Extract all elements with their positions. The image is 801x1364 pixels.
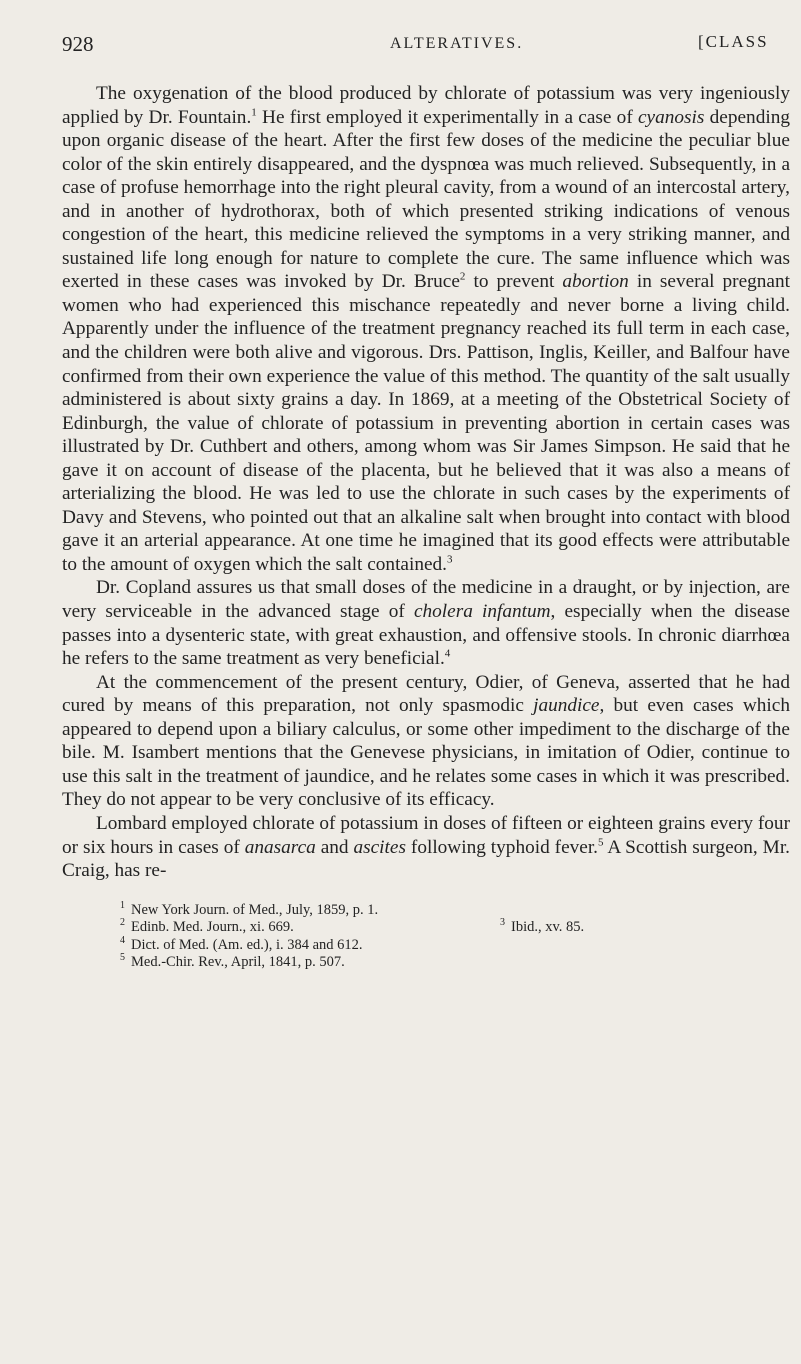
running-title: ALTERATIVES. <box>390 35 524 52</box>
footnote-text: Ibid., xv. 85. <box>511 919 585 936</box>
italic-term: ascites <box>353 836 406 858</box>
footnote-ref: 4 <box>444 647 451 660</box>
footnote-text: Edinb. Med. Journ., xi. 669. <box>131 919 294 936</box>
text-run: Dr. Copland assures us that small doses of the medicine in a draught, or by injection, are very serviceable in the advanced stage of <box>62 577 790 623</box>
text-run: He first employed it experimentally in a case of <box>256 106 638 128</box>
italic-term: jaundice <box>533 695 600 717</box>
footnote-number: 3 <box>500 917 505 929</box>
text-run: The oxygenation of the blood produced by chlorate of potassium was very ingeniously applied by Dr. Fountain. <box>62 83 790 128</box>
text-run: At the commencement of the present century, Odier, of Geneva, asserted that he had cured by means of this preparation, not only spasmodic <box>62 671 790 717</box>
footnote-text: Dict. of Med. (Am. ed.), i. 384 and 612. <box>131 936 363 953</box>
text-run: , especially when the disease passes into a dysenteric state, with great exhaustion, and offensive stools. In chronic diarrhœa he refers to the same treatment as very beneficial. <box>62 601 790 670</box>
text-run: , but even cases which appeared to depend upon a biliary calculus, or some other impediment to the discharge of the bile. M. Isambert mentions that the Genevese physicians, in imitation of Odier, continue to use this salt in the treatment of jaundice, and he relates some cases in which it was prescribed. They do not appear to be very conclusive of its efficacy. <box>62 695 790 811</box>
footnote-ref: 1 <box>251 106 257 119</box>
footnote-ref: 3 <box>447 553 453 566</box>
footnote-text: Med.-Chir. Rev., April, 1841, p. 507. <box>131 954 345 971</box>
paragraph <box>62 576 790 670</box>
text-run: depending upon organic disease of the heart. After the first few doses of the medicine the peculiar blue color of the skin entirely disappeared, and the dyspnœa was much relieved. Subsequently, in a case of profuse hemorrhage into the right pleural cavity, from a wound of an intercostal artery, and in another of hydrothorax, both of which presented striking indications of venous congestion of the heart, this medicine relieved the symptoms in a very striking manner, and sustained life long enough for nature to complete the cure. The same influence which was exerted in these cases was invoked by Dr. Bruce <box>62 106 790 293</box>
italic-term: cyanosis <box>638 106 705 128</box>
footnote-text: New York Journ. of Med., July, 1859, p. 1. <box>131 901 379 918</box>
italic-term: cholera infantum <box>413 601 551 623</box>
footnotes <box>120 897 740 971</box>
page-header <box>62 28 790 64</box>
text-run: to prevent <box>465 271 563 293</box>
section-label: [CLASS <box>698 32 769 51</box>
italic-term: anasarca <box>244 836 316 858</box>
paragraph <box>62 812 790 883</box>
paragraph <box>62 82 790 576</box>
text-run: in several pregnant women who had experienced this mischance repeatedly and never borne a living child. Apparently under the influence of the treatment pregnancy reached its full term in each case, and the children were both alive and vigorous. Drs. Pattison, Inglis, Keiller, and Balfour have confirmed from their own experience the value of this method. The quantity of the salt usually administered is about sixty grains a day. In 1869, at a meeting of the Obstetrical Society of Edinburgh, the value of chlorate of potassium in preventing abortion in certain cases was illustrated by Dr. Cuthbert and others, among whom was Sir James Simpson. He said that he gave it on account of disease of the placenta, but he believed that it was also a means of arterializing the blood. He was led to use the chlorate in such cases by the experiments of Davy and Stevens, who pointed out that an alkaline salt when brought into contact with blood gave it an arterial appearance. At one time he imagined that its good effects were attributable to the amount of oxygen which the salt contained. <box>62 271 790 575</box>
footnote-number: 4 <box>120 934 125 946</box>
footnote <box>120 932 740 953</box>
text-run: A Scottish surgeon, Mr. Craig, has re- <box>62 836 790 882</box>
page-number: 928 <box>62 32 94 56</box>
footnote-ref: 2 <box>459 270 466 283</box>
footnote <box>120 949 740 971</box>
footnote-number: 2 <box>120 917 125 929</box>
footnote <box>120 897 740 918</box>
footnote-number: 1 <box>120 899 125 911</box>
paragraph <box>62 671 790 812</box>
text-run: Lombard employed chlorate of potassium in doses of fifteen or eighteen grains every four or six hours in cases of <box>62 812 790 858</box>
text-run: following typhoid fever. <box>405 836 599 858</box>
italic-term: abortion <box>562 271 629 293</box>
body-text <box>62 82 790 883</box>
footnote-number: 5 <box>120 952 125 964</box>
footnote <box>120 914 740 936</box>
footnote-ref: 5 <box>598 836 604 849</box>
text-run: and <box>315 836 354 858</box>
